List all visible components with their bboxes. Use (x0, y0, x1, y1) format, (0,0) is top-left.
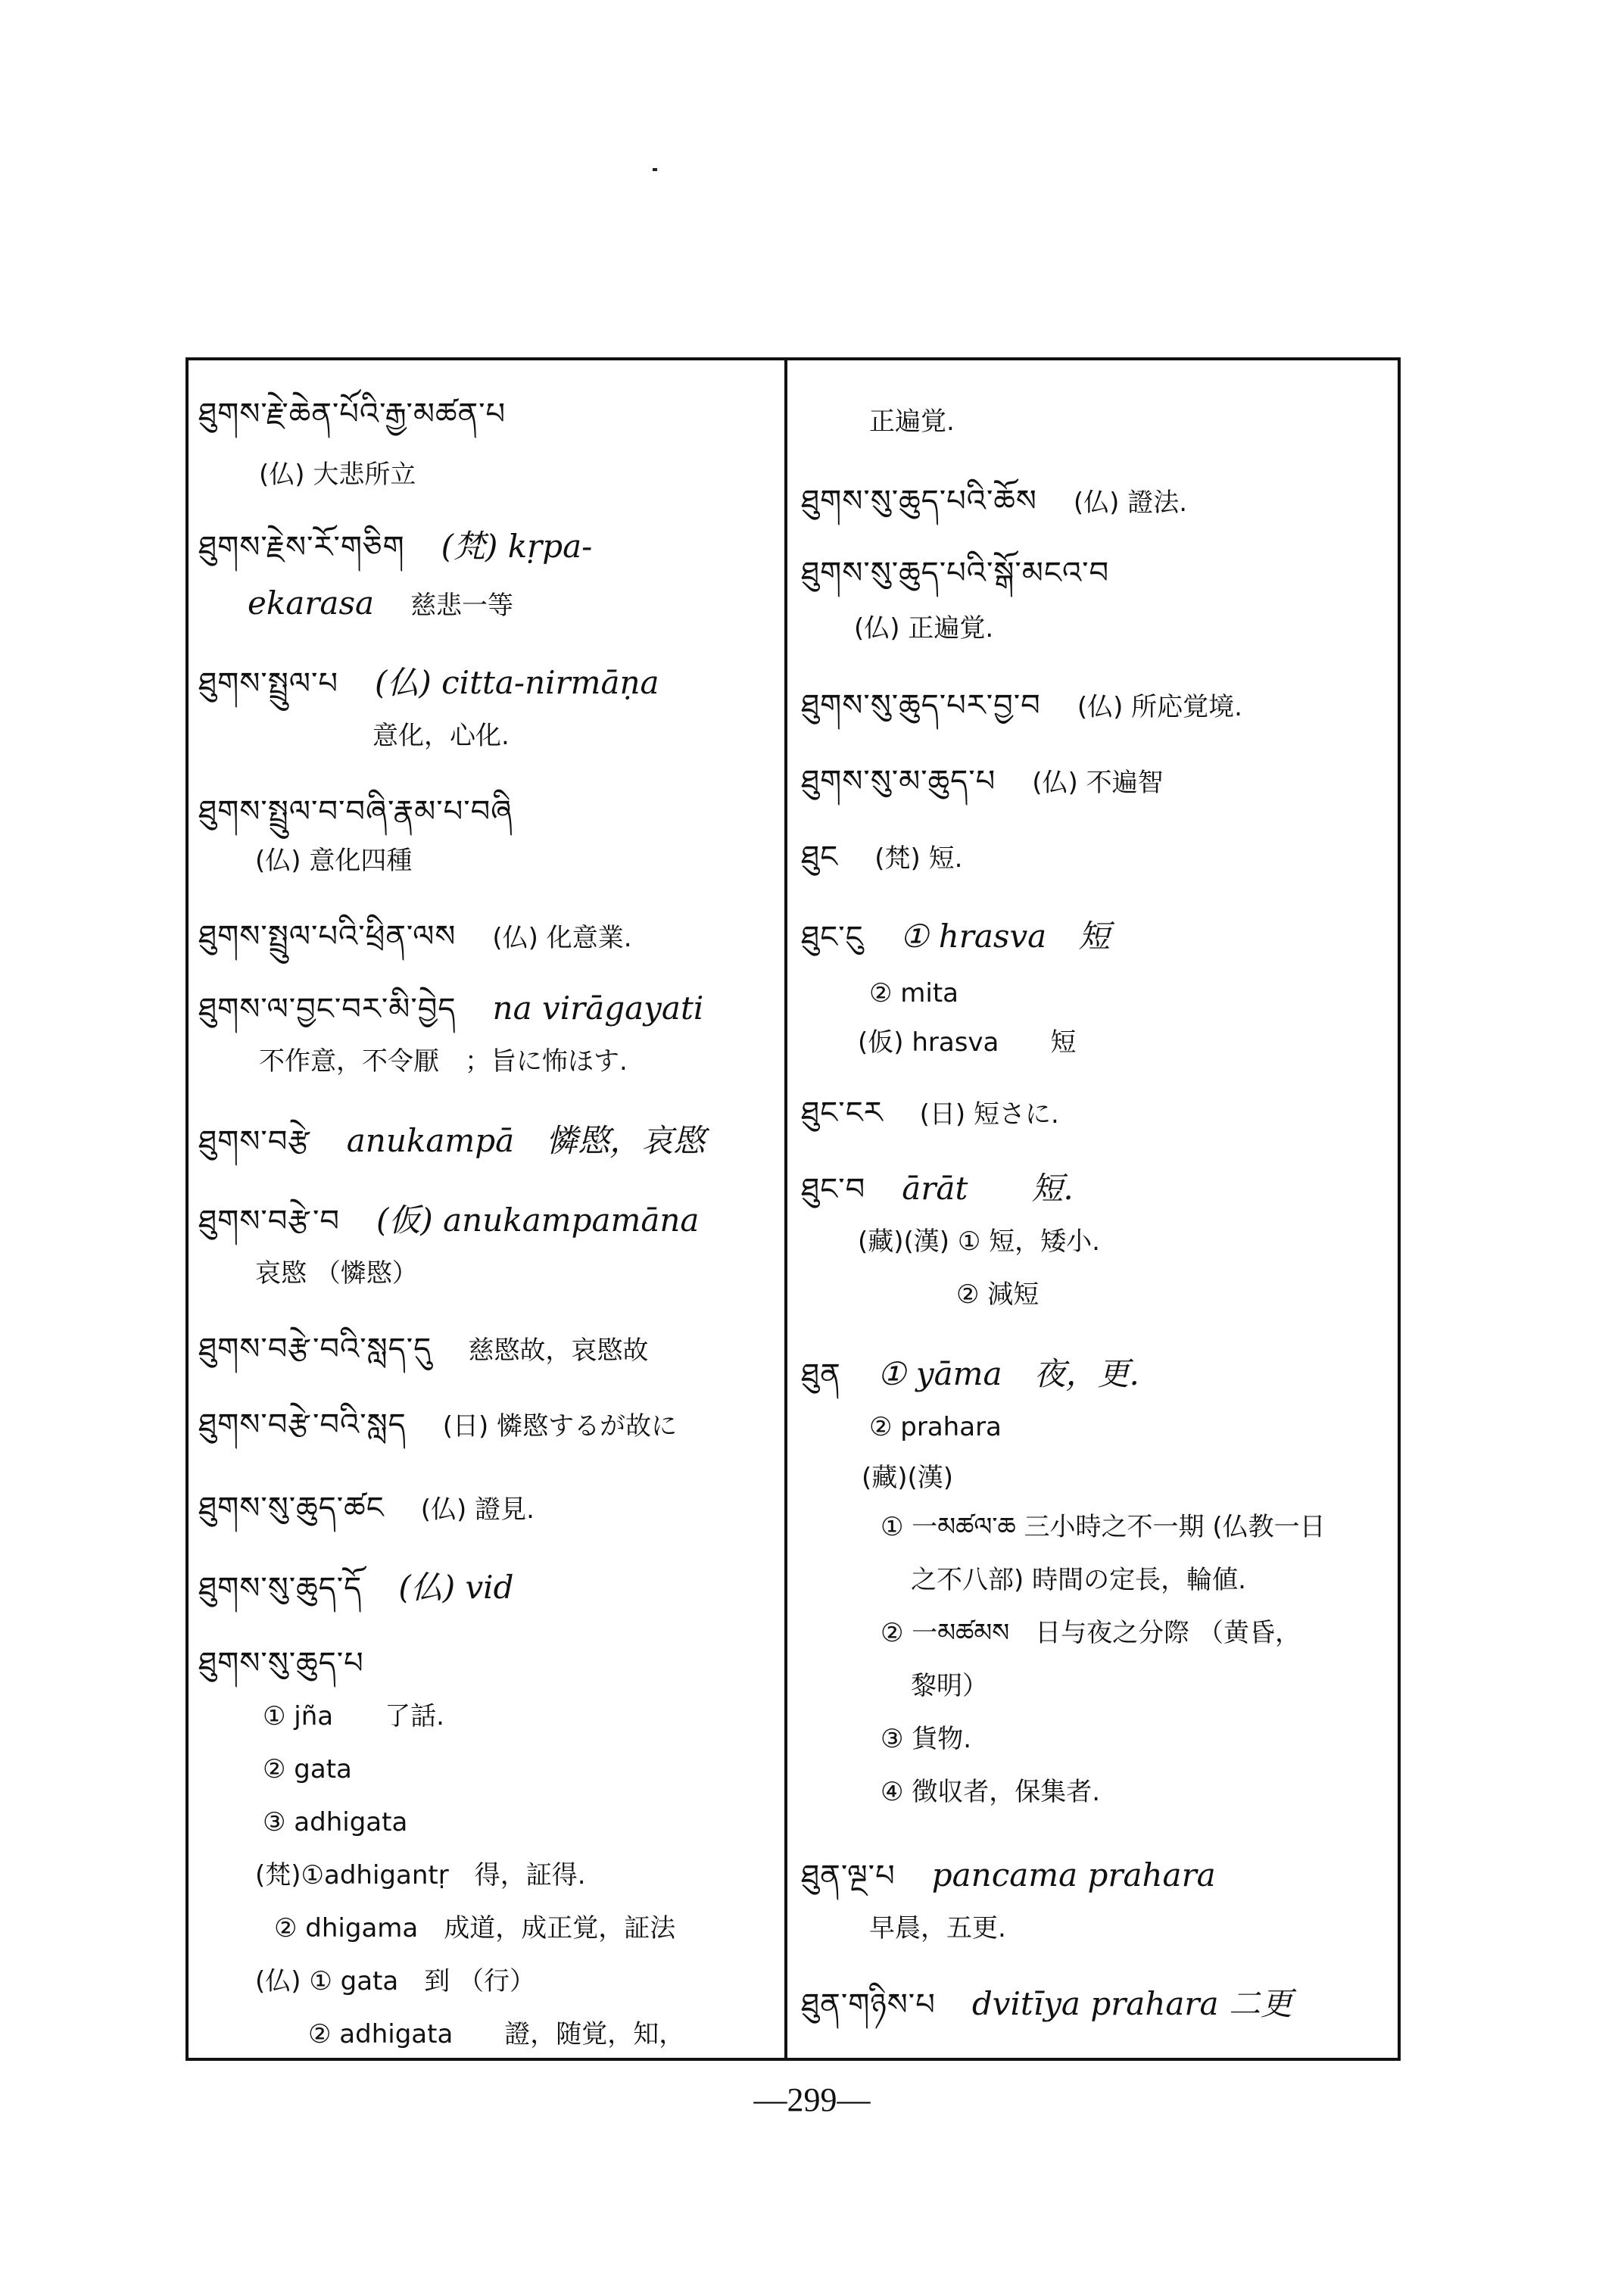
entry-line: ཐུགས་སྤྲུལ་བ་བཞི་རྣམ་པ་བཞི (198, 794, 513, 829)
entry-line: ② prahara (869, 1412, 1002, 1442)
entry-line: (仏) 正遍覚. (854, 613, 994, 644)
entry-line: ཐུགས་སུ་ཆུད་པར་བྱ་བ (仏) 所応覚境. (801, 688, 1242, 723)
entry-line: (仏) 意化四種 (255, 846, 413, 876)
entry-line: 正遍覚. (869, 407, 955, 437)
entry-line: ཐུགས་སུ་ཆུད་པ (198, 1646, 364, 1681)
entry-line: ཐུང་ངར (日) 短さに. (801, 1096, 1059, 1130)
entry-line: ཐུགས་རྗེས་རོ་གཅིག (梵) kṛpa- (198, 528, 593, 565)
entry-line: ཐུགས་སུ་མ་ཆུད་པ (仏) 不遍智 (801, 764, 1164, 799)
entry-line: ཐུགས་སུ་ཆུད་དོ (仏) vid (198, 1569, 514, 1606)
entry-line: (仮) hrasva 短 (858, 1027, 1077, 1058)
entry-line: ཐུགས་སྤྲུལ་པ (仏) citta-nirmāṇa (198, 664, 659, 701)
entry-line: ② adhigata 證，随覚，知， (308, 2019, 685, 2049)
entry-line: ཐུང་བ ārāt 短. (801, 1170, 1074, 1207)
entry-line: (仏) ① gata 到 （行） (255, 1966, 536, 1996)
page-number: —299— (753, 2081, 871, 2118)
entry-line: ② dhigama 成道，成正覚，証法 (274, 1913, 676, 1943)
entry-line: 之不八部) 時間の定長，輪値. (911, 1565, 1246, 1595)
entry-line: ④ 徴収者，保集者. (881, 1777, 1101, 1807)
entry-line: 意化，心化. (372, 721, 510, 751)
entry-line: ② 減短 (956, 1279, 1040, 1310)
entry-line: ཐུགས་སུ་ཆུད་པའི་ཆོས (仏) 證法. (801, 484, 1188, 519)
column-divider (784, 357, 787, 2061)
entry-line: ཐུན ① yāma 夜，更. (801, 1355, 1139, 1392)
entry-line: ཐུགས་བརྩེ་བའི་སླད་དུ 慈愍故，哀愍故 (198, 1332, 649, 1367)
entry-line: 黎明） (911, 1671, 988, 1701)
entry-line: ཐུགས་སྤྲུལ་པའི་ཕྲིན་ལས (仏) 化意業. (198, 919, 632, 954)
entry-line: ཐུན་ལྔ་པ pancama prahara (801, 1856, 1216, 1893)
entry-line: ཐུང (梵) 短. (801, 840, 963, 874)
ink-speck (653, 168, 657, 171)
entry-line: ཐུགས་སུ་ཆུད་པའི་སྒོ་མངའ་བ (801, 556, 1110, 591)
entry-line: ekarasa 慈悲一等 (248, 584, 514, 622)
entry-line: ཐུང་ངུ ① hrasva 短 (801, 918, 1111, 955)
entry-line: (藏)(漢) (862, 1463, 954, 1493)
entry-line: (藏)(漢) ① 短，矮小. (858, 1226, 1100, 1257)
entry-line: 哀愍 （憐愍） (255, 1258, 418, 1289)
entry-line: (梵)①adhigantṛ 得，証得. (255, 1860, 586, 1890)
entry-line: ③ adhigata (263, 1807, 408, 1837)
entry-line: ཐུགས་བརྩེ་བ (仮) anukampamāna (198, 1202, 700, 1239)
entry-line: ཐུགས་སུ་ཆུད་ཚང (仏) 證見. (198, 1491, 535, 1526)
entry-line: ཐུགས་བརྩེ་བའི་སླད (日) 憐愍するが故に (198, 1407, 678, 1442)
entry-line: ① 一མཚལ་ཆ 三小時之不一期 (仏教一日 (881, 1512, 1326, 1542)
entry-line: ② gata (263, 1754, 352, 1784)
entry-line: ③ 貨物. (881, 1724, 972, 1754)
entry-line: (仏) 大悲所立 (259, 460, 416, 490)
entry-line: ཐུགས་རྗེ་ཆེན་པོའི་རྒྱ་མཚན་པ (198, 397, 507, 432)
entry-line: ② 一མཚམས 日与夜之分際 （黄昏， (881, 1618, 1301, 1648)
entry-line: ཐུན་གཉིས་པ dvitīya prahara 二更 (801, 1985, 1292, 2022)
entry-line: 不作意，不令厭 ；旨に怖ほす. (259, 1046, 628, 1077)
entry-line: ཐུགས་ལ་བྱང་བར་མི་བྱེད na virāgayati (198, 990, 704, 1027)
entry-line: ཐུགས་བརྩེ anukampā 憐愍，哀愍 (198, 1122, 706, 1159)
entry-line: 早晨，五更. (869, 1913, 1006, 1943)
entry-line: ① jña 了話. (263, 1701, 444, 1731)
entry-line: ② mita (869, 978, 959, 1008)
